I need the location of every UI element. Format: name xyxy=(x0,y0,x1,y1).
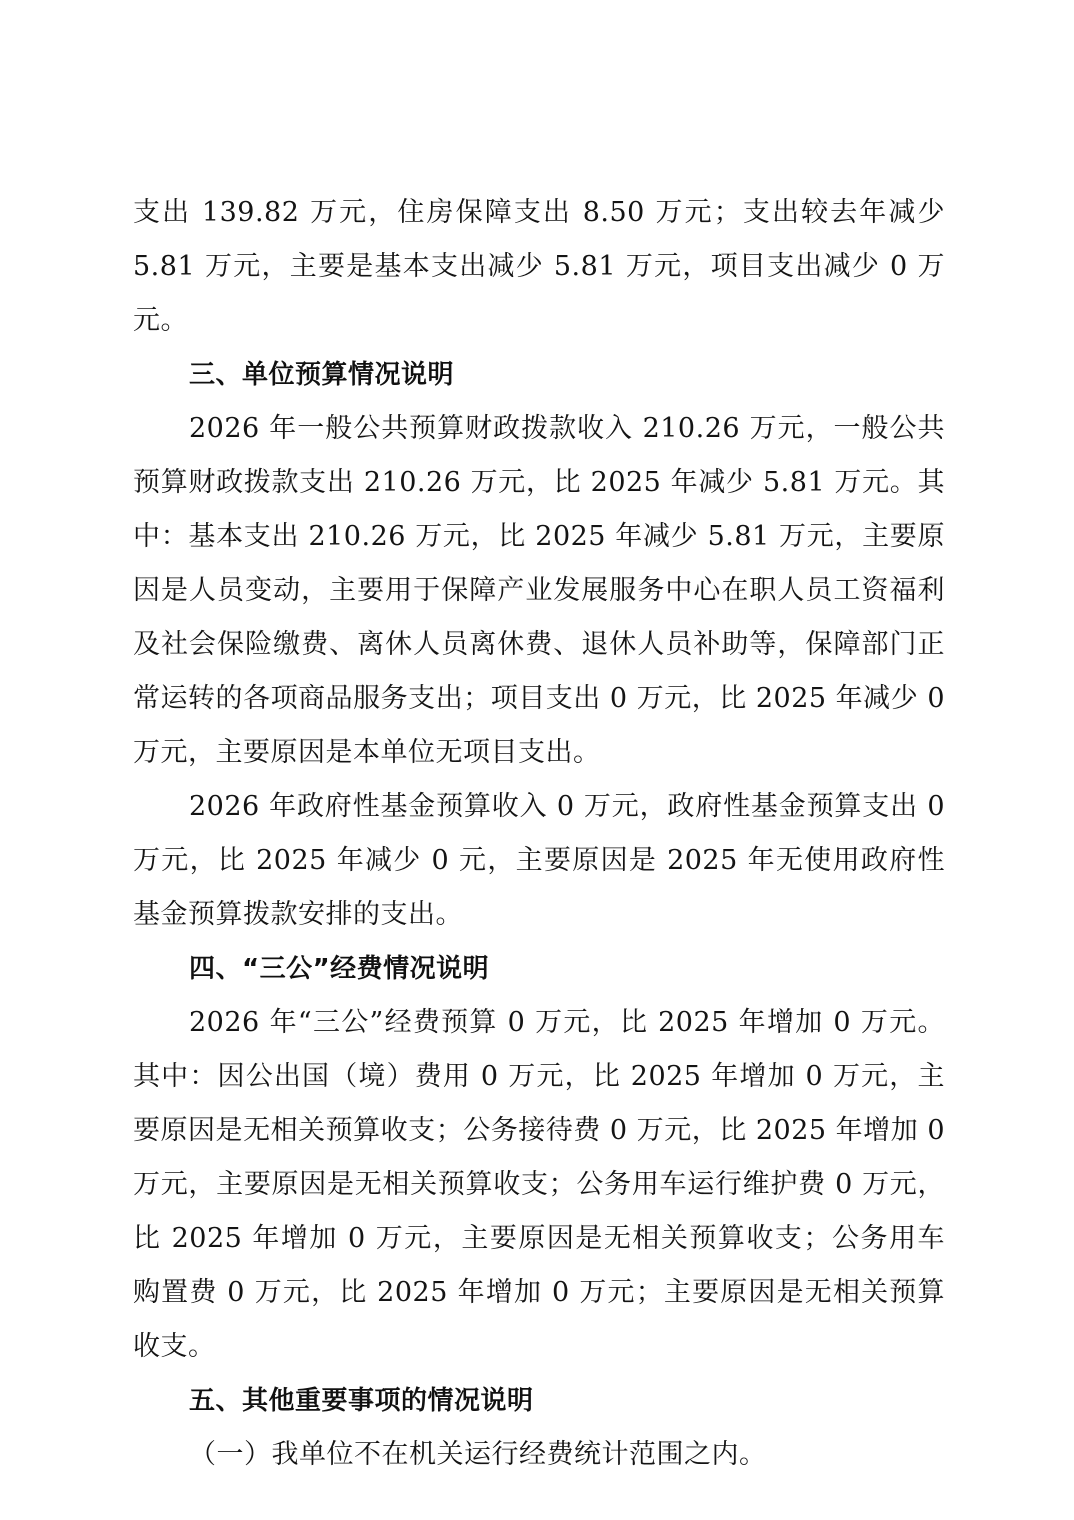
paragraph-item-one: （一）我单位不在机关运行经费统计范围之内。 xyxy=(189,1439,767,1470)
paragraph-general-budget: 2026 年一般公共预算财政拨款收入 210.26 万元，一般公共预算财政拨款支出 210.26 万元，比 2025 年减少 5.81 万元。其中：基本支出 210.26 万元，比 2025 年减少 5.81 万元，主要原因是人员变动，主要用于保障产业发展服务中心在职人员工资福利及社会保险缴费、离休人员离休费、退休人员补助等，保障部门正常运转的各项商品服务支出；项目支出 0 万元，比 2025 年减少 0 万元，主要原因是本单位无项目支出。 xyxy=(133,413,945,768)
section-heading-unit-budget: 三、单位预算情况说明 xyxy=(189,360,455,390)
section-heading-other-matters: 五、其他重要事项的情况说明 xyxy=(189,1386,534,1416)
paragraph-government-fund: 2026 年政府性基金预算收入 0 万元，政府性基金预算支出 0 万元，比 2025 年减少 0 元，主要原因是 2025 年无使用政府性基金预算拨款安排的支出。 xyxy=(133,791,945,930)
document-body xyxy=(133,186,945,1482)
section-heading-three-public: 四、“三公”经费情况说明 xyxy=(189,954,490,984)
paragraph-expenditure-continued: 支出 139.82 万元，住房保障支出 8.50 万元；支出较去年减少 5.81 万元，主要是基本支出减少 5.81 万元，项目支出减少 0 万元。 xyxy=(133,197,945,336)
paragraph-three-public-expenses: 2026 年“三公”经费预算 0 万元，比 2025 年增加 0 万元。其中：因公出国（境）费用 0 万元，比 2025 年增加 0 万元，主要原因是无相关预算收支；公务接待费 0 万元，比 2025 年增加 0 万元，主要原因是无相关预算收支；公务用车运行维护费 0 万元，比 2025 年增加 0 万元，主要原因是无相关预算收支；公务用车购置费 0 万元，比 2025 年增加 0 万元；主要原因是无相关预算收支。 xyxy=(133,1007,945,1362)
